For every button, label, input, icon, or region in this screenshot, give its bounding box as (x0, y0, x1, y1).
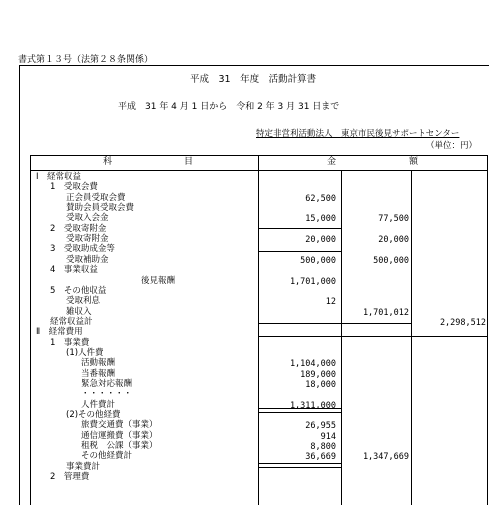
table-header (31, 156, 487, 171)
amount-a: 189,000 (300, 369, 336, 380)
row-label: (1)人件費 (66, 347, 104, 358)
amount-a: 500,000 (300, 255, 336, 266)
statement-table (30, 155, 488, 505)
row-label: 受取利息 (66, 296, 101, 307)
unit-label: （単位：円） (426, 141, 478, 151)
amount-a: 1,311,000 (289, 400, 336, 411)
amount-b: 1,701,012 (362, 307, 409, 318)
amount-b: 1,347,669 (362, 452, 409, 463)
amount-a: 1,701,000 (289, 276, 336, 287)
header-amount-right: 額 (409, 157, 419, 167)
row-label: Ⅱ 経常費用 (36, 327, 83, 338)
row-label: ・・・・・・ (81, 389, 133, 400)
row-label: 当番報酬 (81, 368, 116, 379)
amount-a: 15,000 (305, 214, 336, 225)
row-label: 受取入会金 (66, 213, 109, 224)
row-label: 受取寄附金 (66, 234, 109, 245)
organization-name: 特定非営利活動法人 東京市民後見サポートセンター (256, 129, 460, 139)
amount-a: 18,000 (305, 380, 336, 390)
row-label: 1 受取会費 (50, 182, 98, 193)
form-label: 書式第１３号（法第２８条関係） (18, 55, 154, 65)
amount-a: 12 (325, 297, 336, 308)
row-label: 事業費計 (66, 461, 101, 472)
row-label: 正会員受取会費 (66, 192, 126, 203)
row-label: 1 事業費 (50, 337, 90, 348)
row-label: 2 管理費 (50, 472, 90, 483)
amount-a: 62,500 (305, 193, 336, 204)
amount-b: 20,000 (378, 235, 409, 246)
row-label: (2)その他経費 (66, 410, 121, 421)
amount-a: 1,104,000 (289, 359, 336, 370)
row-label: 4 事業収益 (50, 265, 98, 276)
row-label: 活動報酬 (81, 358, 116, 369)
row-label: 人件費計 (81, 399, 116, 410)
amount-b: 500,000 (373, 255, 409, 266)
row-label: Ⅰ 経常収益 (36, 172, 82, 182)
row-label: 経常収益計 (50, 316, 93, 327)
row-label: 5 その他収益 (50, 285, 107, 296)
row-label: 租税 公課（事業） (81, 441, 158, 452)
subtotal-line (258, 336, 488, 337)
amount-a: 8,800 (310, 442, 336, 453)
amount-a: 914 (320, 431, 336, 442)
amount-a: 26,955 (305, 421, 336, 432)
header-amount-left: 金 (327, 157, 337, 167)
amount-b: 77,500 (378, 214, 409, 225)
header-subject: 科 目 (103, 157, 194, 167)
amount-a: 20,000 (305, 235, 336, 246)
row-label: 緊急対応報酬 (81, 379, 133, 389)
amount-a: 36,669 (305, 452, 336, 463)
row-label: 後見報酬 (141, 275, 176, 286)
subtotal-line (258, 228, 341, 229)
row-label: 賛助会員受取会費 (66, 203, 135, 214)
row-label: 雑収入 (66, 306, 92, 317)
statement-period: 平成 31 年 4 月 1 日から 令和 2 年 3 月 31 日まで (118, 102, 340, 112)
row-label: 受取補助金 (66, 254, 109, 265)
row-label: その他経費計 (81, 451, 133, 462)
subtotal-line (258, 251, 341, 252)
amount-c: 2,298,512 (439, 317, 486, 328)
subtotal-line (258, 323, 411, 324)
row-label: 通信運搬費（事業） (81, 430, 158, 441)
subtotal-double-line (258, 463, 341, 468)
row-label: 2 受取寄附金 (50, 223, 107, 234)
statement-title: 平成 31 年度 活動計算書 (190, 74, 317, 85)
row-label: 3 受取助成金等 (50, 244, 115, 255)
row-label: 旅費交通費（事業） (81, 420, 158, 431)
column-divider (411, 170, 412, 505)
